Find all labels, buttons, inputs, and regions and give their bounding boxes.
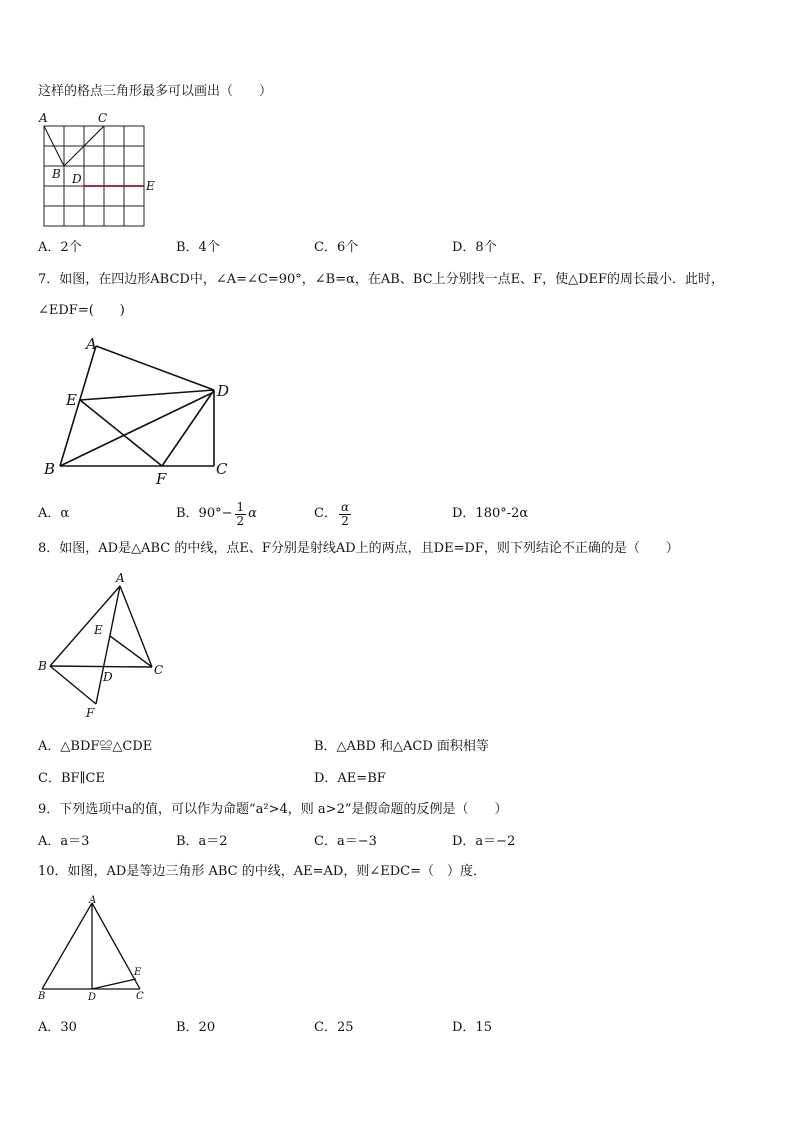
q6-option-b: B．4个 — [176, 240, 220, 255]
q7-option-a: A．α — [38, 506, 70, 521]
q7-stem-line1: 7．如图，在四边形ABCD中，∠A=∠C=90°，∠B=α，在AB、BC上分别找一点E、F，使△DEF的周长最小．此时， — [38, 272, 725, 287]
q9-option-a: A．a＝3 — [38, 834, 90, 849]
q10-label-b: B — [38, 991, 46, 1002]
q8-label-d: D — [103, 670, 113, 684]
q7-option-b-prefix: B．90°− — [176, 506, 233, 521]
q7-option-d: D．180°-2α — [452, 506, 529, 521]
q8-option-b: B．△ABD 和△ACD 面积相等 — [314, 739, 489, 754]
q8-triangle-figure — [36, 568, 176, 728]
q7-option-b — [176, 494, 257, 534]
q7-option-c-prefix: C． — [314, 506, 337, 521]
q8-label-e: E — [94, 623, 103, 637]
q8-label-f: F — [86, 706, 95, 720]
q10-option-c: C．25 — [314, 1020, 354, 1035]
q7-option-c-numerator: α — [340, 499, 350, 514]
q7-label-c: C — [216, 460, 228, 478]
q8-option-c: C．BF∥CE — [38, 771, 105, 786]
q8-label-b: B — [38, 659, 47, 673]
q7-label-a: A — [86, 335, 97, 353]
q9-option-b: B．a＝2 — [176, 834, 228, 849]
q7-stem-line2: ∠EDF=( ) — [38, 303, 125, 318]
q7-label-e: E — [66, 391, 77, 409]
q7-label-f: F — [156, 470, 167, 488]
q6-stem: 这样的格点三角形最多可以画出（ ） — [38, 84, 273, 99]
q10-option-b: B．20 — [176, 1020, 216, 1035]
q8-option-d: D．AE=BF — [314, 771, 386, 786]
q10-option-a: A．30 — [38, 1020, 77, 1035]
q6-option-a: A．2个 — [38, 240, 82, 255]
q7-option-b-numerator: 1 — [236, 499, 245, 514]
q7-option-c — [314, 494, 353, 534]
q9-option-c: C．a＝−3 — [314, 834, 377, 849]
q10-option-d: D．15 — [452, 1020, 492, 1035]
q7-label-b: B — [44, 460, 56, 478]
q9-stem: 9．下列选项中a的值，可以作为命题“a²>4，则 a>2”是假命题的反例是（ ） — [38, 802, 508, 817]
q7-label-d: D — [217, 382, 230, 400]
q6-option-c: C．6个 — [314, 240, 359, 255]
q10-equilateral-figure — [36, 893, 166, 1013]
q10-label-a: A — [89, 895, 97, 906]
q6-label-e: E — [146, 179, 155, 193]
q6-label-b: B — [52, 167, 61, 181]
q7-option-b-suffix: α — [248, 506, 257, 521]
q6-option-d: D．8个 — [452, 240, 497, 255]
q6-label-a: A — [39, 111, 48, 125]
q8-option-a: A．△BDF≌△CDE — [38, 739, 153, 754]
q9-option-d: D．a＝−2 — [452, 834, 516, 849]
q6-label-c: C — [98, 111, 108, 125]
q10-label-e: E — [134, 967, 142, 978]
q7-quadrilateral-figure — [36, 332, 236, 492]
q10-label-c: C — [136, 991, 144, 1002]
q10-label-d: D — [88, 992, 97, 1003]
q6-grid-figure — [36, 110, 156, 230]
q10-stem: 10．如图，AD是等边三角形 ABC 的中线，AE=AD，则∠EDC=（ ）度． — [38, 864, 486, 879]
q8-label-a: A — [116, 571, 125, 585]
q7-option-b-fraction — [235, 501, 247, 528]
q6-label-d: D — [72, 172, 82, 186]
q7-option-c-fraction — [339, 501, 351, 528]
q8-label-c: C — [154, 663, 164, 677]
q7-option-b-denominator: 2 — [236, 513, 245, 528]
q8-stem: 8．如图，AD是△ABC 的中线，点E、F分别是射线AD上的两点，且DE=DF，则下列结论不正确的是（ ） — [38, 541, 679, 556]
q7-option-c-denominator: 2 — [341, 513, 349, 528]
